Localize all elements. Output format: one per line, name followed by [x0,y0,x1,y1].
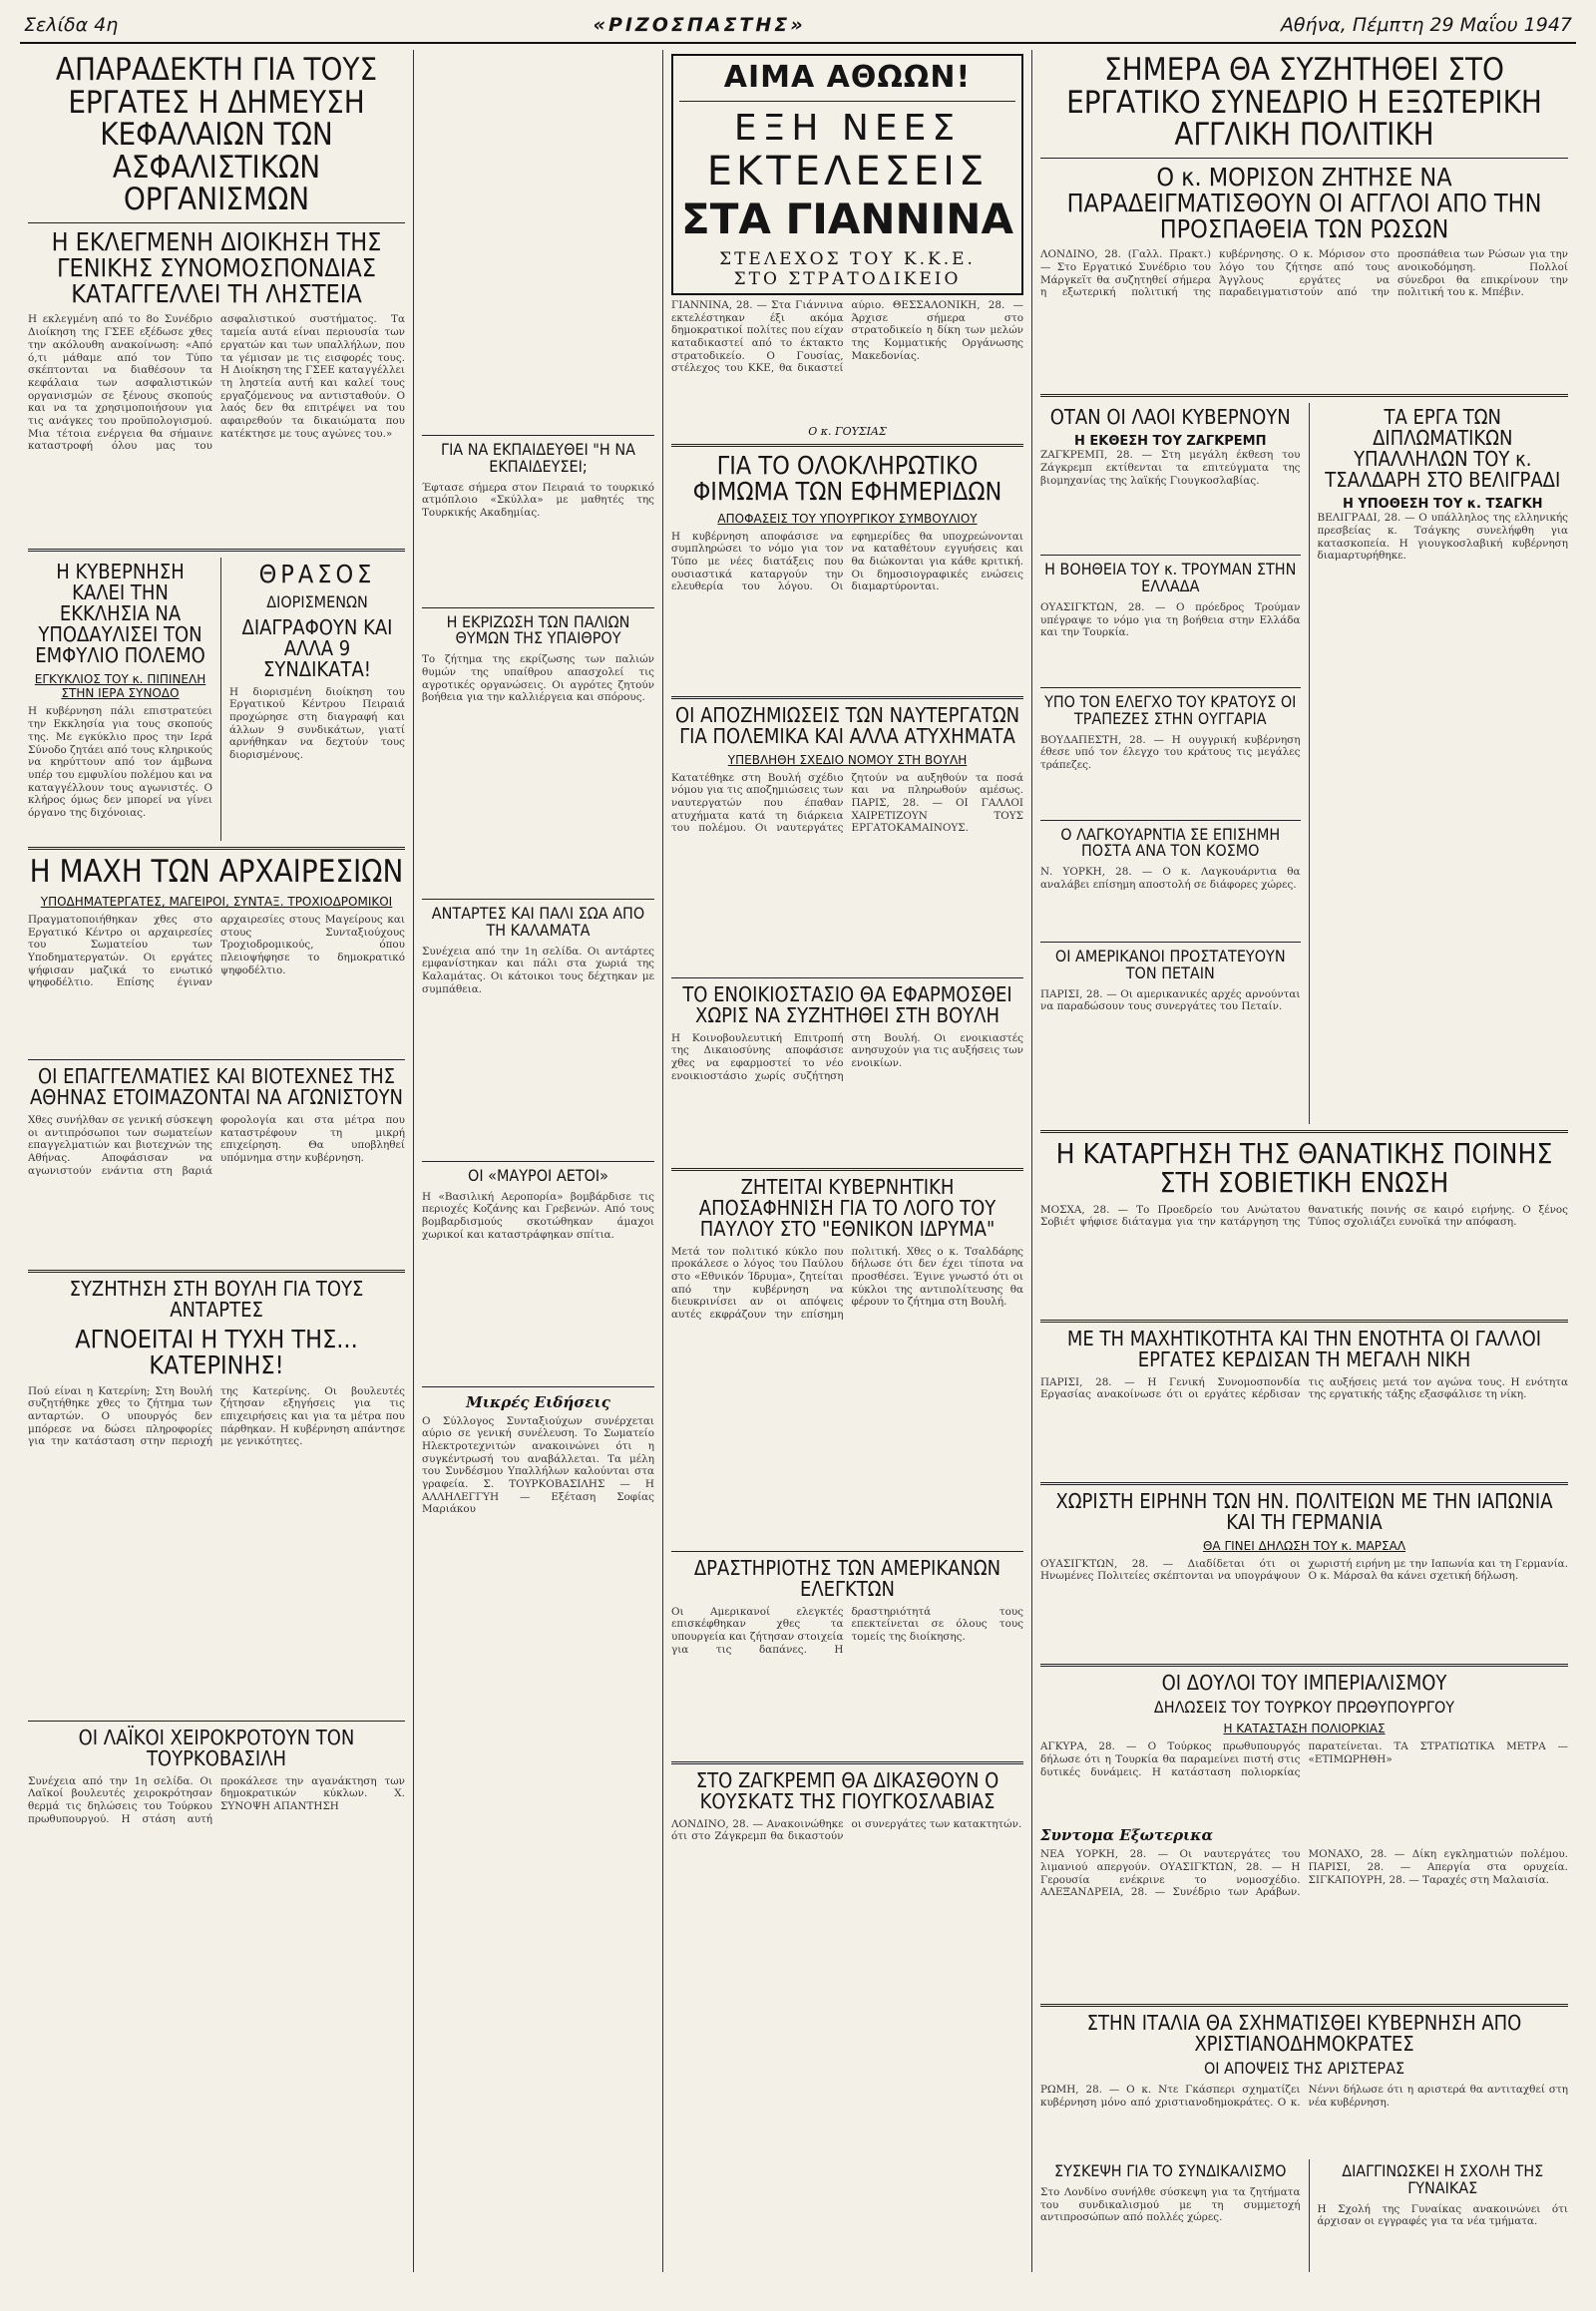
sub-seamen: ΥΠΕΒΛΗΘΗ ΣΧΕΔΙΟ ΝΟΜΟΥ ΣΤΗ ΒΟΥΛΗ [727,752,968,767]
newspaper-name: «ΡΙΖΟΣΠΑΣΤΗΣ» [593,14,806,36]
headline-kalamata: ΑΝΤΑΡΤΕΣ ΚΑΙ ΠΑΛΙ ΣΩΑ ΑΠΟ ΤΗ ΚΑΛΑΜΑΤΑ [431,904,645,940]
photo-caption: Ο κ. ΓΟΥΣΙΑΣ [808,425,887,438]
article-church: Η κυβέρνηση πάλι επιστρατεύει την Εκκλησία για τους σκοπούς της. Με εγκύκλιο προς την Ιερά Σύνοδο ζητάει από τους κληρικούς να κηρύττουν από τον άμβωνα υπέρ του εμφυλίου πολέμου και να καταγγέλλουν τους αγωνιστές. Ο κλήρος όμως δεν μπορεί να γίνει όργανο της διχόνοιας. [28,705,212,819]
col4-split [1040,403,1568,1123]
article-turkish-king: Συνέχεια από την 1η σελίδα. Οι Λαϊκοί βουλευτές χειροκρότησαν θερμά τις δηλώσεις του Τούρκου πρωθυπουργού. Η στάση αυτή προκάλεσε την αγανάκτηση των δημοκρατικών κύκλων. Χ. ΣΥΝΟΨΗ ΑΠΑΝΤΗΣΗ [28,1774,405,1825]
issue-date: Αθήνα, Πέμπτη 29 Μαΐου 1947 [1280,14,1572,36]
headline-separate-peace: ΧΩΡΙΣΤΗ ΕΙΡΗΝΗ ΤΩΝ ΗΝ. ΠΟΛΙΤΕΙΩΝ ΜΕ ΤΗΝ ΙΑΠΩΝΙΑ ΚΑΙ ΤΗ ΓΕΡΜΑΝΙΑ [1055,1488,1553,1534]
article-laguardia: Ν. ΥΟΡΚΗ, 28. — Ο κ. Λαγκουάρντια θα αναλάβει επίσημη αποστολή σε διάφορες χώρες. [1040,866,1301,891]
newspaper-page [20,12,1576,2281]
col1-split [28,558,405,841]
headline-hungary-banks: ΥΠΟ ΤΟΝ ΕΛΕΓΧΟ ΤΟΥ ΚΡΑΤΟΥΣ ΟΙ ΤΡΑΠΕΖΕΣ ΣΤΗΝ ΟΥΓΓΑΡΙΑ [1044,691,1297,728]
article-professionals: Χθες συνήλθαν σε γενική σύσκεψη οι αντιπρόσωποι των σωματείων επαγγελματιών και βιοτεχνών της Αθήνας. Αποφάσισαν να αγωνιστούν ενάντια στη βαριά φορολογία και στα μέτρα που καταστρέφουν τη μικρή επιχείρηση. Θα υποβληθεί υπόμνημα στην κυβέρνηση. [28,1114,405,1177]
headline-truman-aid: Η ΒΟΗΘΕΙΑ ΤΟΥ κ. ΤΡΟΥΜΑΝ ΣΤΗΝ ΕΛΛΑΔΑ [1044,560,1297,596]
column-2 [414,50,663,2272]
article-french-workers: ΠΑΡΙΣΙ, 28. — Η Γενική Συνομοσπονδία Εργασίας ανακοίνωσε ότι οι εργάτες κέρδισαν τις αυξήσεις μετά τον αγώνα τους. Η ενότητα της εργατικής τάξης εξασφάλισε τη νίκη. [1040,1375,1568,1401]
headline-unions-meeting: ΣΥΣΚΕΨΗ ΓΙΑ ΤΟ ΣΥΝΔΙΚΑΛΙΣΜΟ [1053,2161,1287,2181]
headline-labour-congress: ΣΗΜΕΡΑ ΘΑ ΣΥΖΗΤΗΘΕΙ ΣΤΟ ΕΡΓΑΤΙΚΟ ΣΥΝΕΔΡΙΟ Η ΕΞΩΤΕΡΙΚΗ ΑΓΓΛΙΚΗ ΠΟΛΙΤΙΚΗ [1066,52,1542,154]
box-line: ΔΙΑΓΡΑΦΟΥΝ ΚΑΙ ΑΛΛΑ 9 ΣΥΝΔΙΚΑΤΑ! [241,614,393,681]
column-4 [1032,50,1576,2272]
article-women-school: Η Σχολή της Γυναίκας ανακοινώνει ότι άρχισαν οι εγγραφές για τα νέα τμήματα. [1317,2202,1568,2228]
headline-turkish-king: ΟΙ ΛΑΪΚΟΙ ΧΕΙΡΟΚΡΟΤΟΥΝ ΤΟΝ ΤΟΥΡΚΟΒΑΣΙΛΗ [78,1725,355,1770]
headline-countryside: Η ΕΚΡΙΖΩΣΗ ΤΩΝ ΠΑΛΙΩΝ ΘΥΜΩΝ ΤΗΣ ΥΠΑΙΘΡΟΥ [446,611,630,648]
headline-petain: ΟΙ ΑΜΕΡΙΚΑΝΟΙ ΠΡΟΣΤΑΤΕΥΟΥΝ ΤΟΝ ΠΕΤΑΙΝ [1054,947,1286,982]
article-italy: ΡΩΜΗ, 28. — Ο κ. Ντε Γκάσπερι σχηματίζει κυβέρνηση μόνο από χριστιανοδημοκράτες. Ο κ. Νέννι δήλωσε ότι η αριστερά θα αντιταχθεί στη νέα κυβέρνηση. [1040,2084,1568,2109]
headline-zagreb-trial: ΣΤΟ ΖΑΓΚΡΕΜΠ ΘΑ ΔΙΚΑΣΘΟΥΝ Ο ΚΟΥΣΚΑΤΣ ΤΗΣ ΓΙΟΥΓΚΟΣΛΑΒΙΑΣ [695,1767,999,1813]
article-unions-meeting: Στο Λονδίνο συνήλθε σύσκεψη για τα ζητήματα του συνδικαλισμού με τη συμμετοχή αντιπροσώπων από πολλές χώρες. [1040,2185,1301,2224]
headline-imperialism: ΟΙ ΔΟΥΛΟΙ ΤΟΥ ΙΜΠΕΡΙΑΛΙΣΜΟΥ [1161,1670,1447,1695]
article-small-news: Ο Σύλλογος Συνταξιούχων συνέρχεται αύριο σε γενική συνέλευση. Το Σωματείο Ηλεκτροτεχνιτών ανακοινώνει ότι η συγκέντρωσή του αναβάλλεται. Τα μέλη του Συνδέσμου Υπαλλήλων καλούνται στα γραφεία. Σ. ΤΟΥΡΚΟΒΑΣΙΛΗΣ — Η ΑΛΛΗΛΕΓΓΥΗ — Εξέταση Σοφίας Μαριάκου [422,1414,654,1516]
column-3 [663,50,1032,2272]
headline-educate: ΓΙΑ ΝΑ ΕΚΠΑΙΔΕΥΘΕΙ "Η ΝΑ ΕΚΠΑΙΔΕΥΣΕΙ; [441,440,635,476]
headline-rent: ΤΟ ΕΝΟΙΚΙΟΣΤΑΣΙΟ ΘΑ ΕΦΑΡΜΟΣΘΕΙ ΧΩΡΙΣ ΝΑ ΣΥΖΗΤΗΘΕΙ ΣΤΗ ΒΟΥΛΗ [682,981,1012,1027]
headline-seamen: ΟΙ ΑΠΟΖΗΜΙΩΣΕΙΣ ΤΩΝ ΝΑΥΤΕΡΓΑΤΩΝ ΓΙΑ ΠΟΛΕΜΙΚΑ ΚΑΙ ΑΛΛΑ ΑΤΥΧΗΜΑΤΑ [674,702,1020,748]
main-story-box [671,54,1023,295]
headline-women-school: ΔΙΑΓΓΙΝΩΣΚΕΙ Η ΣΧΟΛΗ ΤΗΣ ΓΥΝΑΙΚΑΣ [1342,2161,1544,2197]
article-press-gag: Η κυβέρνηση αποφάσισε να συμπληρώσει το νόμο για τον Τύπο με νέες διατάξεις που ουσιαστικά καταργούν την ελευθερία του λόγου. Οι εφημερίδες θα υποχρεώνονται να καταθέτουν εγγυήσεις και θα διώκονται για κάθε κριτική. Οι δημοσιογραφικές ενώσεις διαμαρτύρονται. [671,530,1023,593]
headline-french-workers: ΜΕ ΤΗ ΜΑΧΗΤΙΚΟΤΗΤΑ ΚΑΙ ΤΗΝ ΕΝΟΤΗΤΑ ΟΙ ΓΑΛΛΟΙ ΕΡΓΑΤΕΣ ΚΕΡΔΙΣΑΝ ΤΗ ΜΕΓΑΛΗ ΝΙΚΗ [1066,1326,1542,1371]
article-petain: ΠΑΡΙΣΙ, 28. — Οι αμερικανικές αρχές αρνούνται να παραδώσουν τους συνεργάτες του Πεταίν. [1040,987,1301,1013]
headline-diplomats: ΤΑ ΕΡΓΑ ΤΩΝ ΔΙΠΛΩΜΑΤΙΚΩΝ ΥΠΑΛΛΗΛΩΝ ΤΟΥ κ. ΤΣΑΛΔΑΡΗ ΣΤΟ ΒΕΛΙΓΡΑΔΙ [1325,405,1561,493]
headline-morrison: Ο κ. ΜΟΡΙΣΟΝ ΖΗΤΗΣΕ ΝΑ ΠΑΡΑΔΕΙΓΜΑΤΙΣΘΟΥΝ ΟΙ ΑΓΓΛΟΙ ΑΠΟ ΤΗΝ ΠΡΟΣΠΑΘΕΙΑ ΤΩΝ ΡΩΣΩΝ [1066,162,1542,244]
headline-peoples-govern: ΟΤΑΝ ΟΙ ΛΑΟΙ ΚΥΒΕΡΝΟΥΝ [1049,405,1291,430]
article-american-controllers: Οι Αμερικανοί ελεγκτές επισκέφθηκαν χθες τα υπουργεία και ζήτησαν στοιχεία για τις δαπάνες. Η δραστηριότητά τους επεκτείνεται σε όλους τους τομείς της διοίκησης. [671,1605,1023,1656]
main-story-sub-2: ΣΤΟ ΣΤΡΑΤΟΔΙΚΕΙΟ [733,269,962,289]
headline-elections: Η ΜΑΧΗ ΤΩΝ ΑΡΧΑΙΡΕΣΙΩΝ [29,854,404,891]
article-truman-aid: ΟΥΑΣΙΓΚΤΩΝ, 28. — Ο πρόεδρος Τρούμαν υπέγραψε το νόμο για τη βοήθεια στην Ελλάδα και την Τουρκία. [1040,600,1301,639]
headline-black-eagles: ΟΙ «ΜΑΥΡΟΙ ΑΕΤΟΙ» [468,1165,608,1185]
box-text: Η διορισμένη διοίκηση του Εργατικού Κέντρου Πειραιά προχώρησε στη διαγραφή και άλλων 9 συνδικάτων, γιατί αρνήθηκαν να δεχτούν τους διορισμένους. [229,685,405,761]
article-paul-speech: Μετά τον πολιτικό κύκλο που προκάλεσε ο λόγος του Παύλου στο «Εθνικόν Ίδρυμα», ζητείται από την κυβέρνηση να διευκρινίσει αν οι απόψεις αυτές εκφράζουν την επίσημη πολιτική. Χθες ο κ. Τσαλδάρης δήλωσε ότι δεν έχει τίποτα να προσθέσει. Έγινε γνωστό ότι οι κύκλοι της αντιπολίτευσης θα φέρουν το ζήτημα στη Βουλή. [671,1245,1023,1321]
article-morrison: ΛΟΝΔΙΝΟ, 28. (Γαλλ. Πρακτ.) — Στο Εργατικό Συνέδριο του Μάργκεϊτ θα συζητηθεί σήμερα η εξωτερική πολιτική της κυβέρνησης. Ο κ. Μόρισον στο λόγο του ζήτησε από τους Άγγλους εργάτες να παραδειγματιστούν από την προσπάθεια των Ρώσων για την ανοικοδόμηση. Πολλοί σύνεδροι θα επικρίνουν την πολιτική του κ. Μπέβιν. [1040,248,1568,299]
sub-zagreb-fair: Η ΕΚΘΕΣΗ ΤΟΥ ΖΑΓΚΡΕΜΠ [1073,434,1267,450]
headline-church: Η ΚΥΒΕΡΝΗΣΗ ΚΑΛΕΙ ΤΗΝ ΕΚΚΛΗΣΙΑ ΝΑ ΥΠΟΔΑΥΛΙΣΕΙ ΤΟΝ ΕΜΦΥΛΙΟ ΠΟΛΕΜΟ [35,560,205,668]
headline-small-news: Μικρές Ειδήσεις [466,1392,610,1411]
columns [20,50,1576,2272]
article-zagreb-fair: ΖΑΓΚΡΕΜΠ, 28. — Στη μεγάλη έκθεση του Ζάγκρεμπ εκτίθενται τα επιτεύγματα της βιομηχανίας της λαϊκής Γιουγκοσλαβίας. [1040,449,1301,487]
article-gsee: Η εκλεγμένη από το 8ο Συνέδριο Διοίκηση της ΓΣΕΕ εξέδωσε χθες την ακόλουθη ανακοίνωση: «Από ό,τι μάθαμε από τον Τύπο σκέπτονται να διαθέσουν τα κεφάλαια των ασφαλιστικών οργανισμών σε ξένους σκοπούς και να τα χρησιμοποιήσουν για τις ανάγκες του προϋπολογισμού. Μια τέτοια ενέργεια θα σήμαινε καταστροφή όλου μας του ασφαλιστικού συστήματος. Τα ταμεία αυτά είναι περιουσία των εργατών και των υπαλλήλων, που τα γέμισαν με τις εισφορές τους. Η Διοίκηση της ΓΣΕΕ καταγγέλλει τη ληστεία αυτή και καλεί τους εργαζόμενους να αντισταθούν. Ο λαός δεν θα επιτρέψει να του αφαιρεθούν τα δικαιώματα που κατέκτησε με τους αγώνες του.» [28,313,405,453]
main-story-kicker: ΑΙΜΑ ΑΘΩΩΝ! [723,60,972,95]
headline-insurance: ΑΠΑΡΑΔΕΚΤΗ ΓΙΑ ΤΟΥΣ ΕΡΓΑΤΕΣ Η ΔΗΜΕΥΣΗ ΚΕΦΑΛΑΙΩΝ ΤΩΝ ΑΣΦΑΛΙΣΤΙΚΩΝ ΟΡΓΑΝΙΣΜΩΝ [55,52,378,218]
headline-professionals: ΟΙ ΕΠΑΓΓΕΛΜΑΤΙΕΣ ΚΑΙ ΒΙΟΤΕΧΝΕΣ ΤΗΣ ΑΘΗΝΑΣ ΕΤΟΙΜΑΖΟΝΤΑΙ ΝΑ ΑΓΩΝΙΣΤΟΥΝ [29,1064,403,1110]
article-foreign-briefs: ΝΕΑ ΥΟΡΚΗ, 28. — Οι ναυτεργάτες του λιμανιού απεργούν. ΟΥΑΣΙΓΚΤΩΝ, 28. — Η Γερουσία ενέκρινε το νομοσχέδιο. ΑΛΕΞΑΝΔΡΕΙΑ, 28. — Συνέδριο των Αράβων. ΜΟΝΑΧΟ, 28. — Δίκη εγκληματιών πολέμου. ΠΑΡΙΣΙ, 28. — Απεργία στα ορυχεία. ΣΙΓΚΑΠΟΥΡΗ, 28. — Ταραχές στη Μαλαισία. [1040,1848,1568,1899]
sub-elections: ΥΠΟΔΗΜΑΤΕΡΓΑΤΕΣ, ΜΑΓΕΙΡΟΙ, ΣΥΝΤΑΞ. ΤΡΟΧΙΟΔΡΟΜΙΚΟΙ [40,895,393,910]
main-story-title-1: ΕΞΗ ΝΕΕΣ [733,108,962,149]
headline-laguardia: Ο ΛΑΓΚΟΥΑΡΝΤΙΑ ΣΕ ΕΠΙΣΗΜΗ ΠΟΣΤΑ ΑΝΑ ΤΟΝ ΚΟΣΜΟ [1060,824,1281,861]
col4-bottom-split [1040,2159,1568,2272]
article-zagreb-trial: ΛΟΝΔΙΝΟ, 28. — Ανακοινώθηκε ότι στο Ζάγκρεμπ θα δικαστούν οι συνεργάτες των κατακτητών. [671,1817,1022,1843]
main-story-title-3: ΣΤΑ ΓΙΑΝΝΙΝΑ [681,194,1013,243]
headline-foreign-briefs: Συντομα Εξωτερικα [1040,1826,1214,1845]
article-executions: ΓΙΑΝΝΙΝΑ, 28. — Στα Γιάννινα εκτελέστηκαν έξι ακόμα δημοκρατικοί πολίτες που είχαν καταδικαστεί από το έκτακτο στρατοδικείο. Ο Γουσίας, στέλεχος του ΚΚΕ, θα δικαστεί αύριο. ΘΕΣΣΑΛΟΝΙΚΗ, 28. — Άρχισε σήμερα στο στρατοδικείο η δίκη των μελών της Κομματικής Οργάνωσης Μακεδονίας. [671,299,1023,375]
headline-parliament: ΣΥΖΗΤΗΣΗ ΣΤΗ ΒΟΥΛΗ ΓΙΑ ΤΟΥΣ ΑΝΤΑΡΤΕΣ [69,1277,364,1323]
article-tsagis: ΒΕΛΙΓΡΑΔΙ, 28. — Ο υπάλληλος της ελληνικής πρεσβείας κ. Τσάγκης συνελήφθη για κατασκοπεία. Η γιουγκοσλαβική κυβέρνηση διαμαρτυρήθηκε. [1317,512,1568,563]
article-elections: Πραγματοποιήθηκαν χθες στο Εργατικό Κέντρο οι αρχαιρεσίες του Σωματείου των Υποδηματεργατών. Οι εργάτες ψήφισαν μαζικά το ενωτικό ψηφοδέλτιο. Επίσης έγιναν αρχαιρεσίες στους Μαγείρους και στους Συνταξιούχους Τροχιοδρομικούς, όπου πλειοψήφησε το δημοκρατικό ψηφοδέλτιο. [28,914,405,989]
masthead [20,12,1576,44]
column-1 [20,50,414,2272]
sub-marshall: ΘΑ ΓΙΝΕΙ ΔΗΛΩΣΗ ΤΟΥ κ. ΜΑΡΣΑΛ [1202,1538,1406,1553]
box-subtitle: ΔΙΟΡΙΣΜΕΝΩΝ [266,591,368,611]
article-turkish-pm: ΑΓΚΥΡΑ, 28. — Ο Τούρκος πρωθυπουργός δήλωσε ότι η Τουρκία θα παραμείνει πιστή στις δυτικές δυνάμεις. Η κατάσταση πολιορκίας παρατείνεται. ΤΑ ΣΤΡΑΤΙΩΤΙΚΑ ΜΕΤΡΑ — «ΕΤΙΜΩΡΗΘΗ» [1040,1740,1568,1778]
article-rent: Η Κοινοβουλευτική Επιτροπή της Δικαιοσύνης αποφάσισε χθες να εφαρμοστεί το νέο ενοικιοστάσιο χωρίς συζήτηση στη Βουλή. Οι ενοικιαστές ανησυχούν για τις αυξήσεις των ενοικίων. [671,1031,1023,1082]
sub-church: ΕΓΚΥΚΛΙΟΣ ΤΟΥ κ. ΠΙΠΙΝΕΛΗ ΣΤΗΝ ΙΕΡΑ ΣΥΝΟΔΟ [34,672,206,701]
headline-italy: ΣΤΗΝ ΙΤΑΛΙΑ ΘΑ ΣΧΗΜΑΤΙΣΘΕΙ ΚΥΒΕΡΝΗΣΗ ΑΠΟ ΧΡΙΣΤΙΑΝΟΔΗΜΟΚΡΑΤΕΣ [1086,2011,1522,2057]
headline-american-controllers: ΔΡΑΣΤΗΡΙΟΤΗΣ ΤΩΝ ΑΜΕΡΙΚΑΝΩΝ ΕΛΕΓΚΤΩΝ [693,1555,1001,1601]
article-hungary-banks: ΒΟΥΔΑΠΕΣΤΗ, 28. — Η ουγγρική κυβέρνηση έθεσε υπό τον έλεγχο του κράτους τις μεγάλες τράπεζες. [1040,733,1301,771]
headline-paul-speech: ΖΗΤΕΙΤΑΙ ΚΥΒΕΡΝΗΤΙΚΗ ΑΠΟΣΑΦΗΝΙΣΗ ΓΙΑ ΤΟ ΛΟΓΟ ΤΟΥ ΠΑΥΛΟΥ ΣΤΟ "ΕΘΝΙΚΟΝ ΙΔΡΥΜΑ" [698,1174,997,1241]
article-separate-peace: ΟΥΑΣΙΓΚΤΩΝ, 28. — Διαδίδεται ότι οι Ηνωμένες Πολιτείες σκέπτονται να υπογράψουν χωριστή ειρήνη με την Ιαπωνία και τη Γερμανία. Ο κ. Μάρσαλ θα κάνει σχετική δήλωση. [1040,1557,1568,1583]
sub-turkish-pm: ΔΗΛΩΣΕΙΣ ΤΟΥ ΤΟΥΡΚΟΥ ΠΡΩΘΥΠΟΥΡΓΟΥ [1153,1697,1455,1717]
article-educate: Έφτασε σήμερα στον Πειραιά το τουρκικό ατμόπλοιο «Σκύλλα» με μαθητές της Τουρκικής Ακαδημίας. [422,481,654,519]
article-kalamata: Συνέχεια από την 1η σελίδα. Οι αντάρτες εμφανίστηκαν και πάλι στα χωριά της Καλαμάτας. Οι κάτοικοι τους δέχτηκαν με συμπάθεια. [422,945,654,995]
headline-katerini: ΑΓΝΟΕΙΤΑΙ Η ΤΥΧΗ ΤΗΣ... ΚΑΤΕΡΙΝΗΣ! [75,1325,358,1380]
article-katerini: Πού είναι η Κατερίνη; Στη Βουλή συζητήθηκε χθες το ζήτημα των ανταρτών. Ο υπουργός δεν μπόρεσε να δώσει πληροφορίες για την κατάσταση στην περιοχή της Κατερίνης. Οι βουλευτές ζήτησαν εξηγήσεις για τις επιχειρήσεις και για τα μέτρα που πάρθηκαν. Η κυβέρνηση απάντησε με γενικότητες. [28,1384,405,1448]
headline-gsee: Η ΕΚΛΕΓΜΕΝΗ ΔΙΟΙΚΗΣΗ ΤΗΣ ΓΕΝΙΚΗΣ ΣΥΝΟΜΟΣΠΟΝΔΙΑΣ ΚΑΤΑΓΓΕΛΛΕΙ ΤΗ ΛΗΣΤΕΙΑ [51,226,382,309]
article-seamen: Κατατέθηκε στη Βουλή σχέδιο νόμου για τις αποζημιώσεις των ναυτεργατών που έπαθαν ατυχήματα κατά τη διάρκεια του πολέμου. Οι ναυτεργάτες ζητούν να αυξηθούν τα ποσά και να πληρωθούν αμέσως. ΠΑΡΙΣ, 28. — ΟΙ ΓΑΛΛΟΙ ΧΑΙΡΕΤΙΖΟΥΝ ΤΟΥΣ ΕΡΓΑΤΟΚΑΜΑΙΝΟΥΣ. [671,771,1023,835]
sub-press-gag: ΑΠΟΦΑΣΕΙΣ ΤΟΥ ΥΠΟΥΡΓΙΚΟΥ ΣΥΜΒΟΥΛΙΟΥ [717,511,978,526]
sub-left-views: ΟΙ ΑΠΟΨΕΙΣ ΤΗΣ ΑΡΙΣΤΕΡΑΣ [1203,2059,1405,2079]
article-death-penalty: ΜΟΣΧΑ, 28. — Το Προεδρείο του Ανώτατου Σοβιέτ ψήφισε διάταγμα για την κατάργηση της θανατικής ποινής σε καιρό ειρήνης. Ο ξένος Τύπος σχολιάζει ευνοϊκά την απόφαση. [1040,1203,1568,1229]
page-number: Σελίδα 4η [24,14,119,36]
article-black-eagles: Η «Βασιλική Αεροπορία» βομβάρδισε τις περιοχές Κοζάνης και Γρεβενών. Από τους βομβαρδισμούς σκοτώθηκαν άμαχοι χωρικοί και καταστράφηκαν σπίτια. [422,1190,654,1241]
headline-press-gag: ΓΙΑ ΤΟ ΟΛΟΚΛΗΡΩΤΙΚΟ ΦΙΜΩΜΑ ΤΩΝ ΕΦΗΜΕΡΙΔΩΝ [692,451,1002,507]
box-title: ΘΡΑΣΟΣ [258,560,376,589]
main-story-title-2: ΕΚΤΕΛΕΣΕΙΣ [706,149,989,194]
main-story-sub-1: ΣΤΕΛΕΧΟΣ ΤΟΥ Κ.Κ.Ε. [719,249,976,269]
sub-siege: Η ΚΑΤΑΣΤΑΣΗ ΠΟΛΙΟΡΚΙΑΣ [1223,1722,1386,1736]
article-countryside: Το ζήτημα της εκρίζωσης των παλιών θυμών της υπαίθρου απασχολεί τις αγροτικές οργανώσεις. Οι αγρότες ζητούν βοήθεια για την καλλιέργεια και σπόρους. [422,653,654,704]
sub-tsagis: Η ΥΠΟΘΕΣΗ ΤΟΥ κ. ΤΣΑΓΚΗ [1342,497,1543,513]
headline-death-penalty: Η ΚΑΤΑΡΓΗΣΗ ΤΗΣ ΘΑΝΑΤΙΚΗΣ ΠΟΙΝΗΣ ΣΤΗ ΣΟΒΙΕΤΙΚΗ ΕΝΩΣΗ [1055,1136,1553,1200]
